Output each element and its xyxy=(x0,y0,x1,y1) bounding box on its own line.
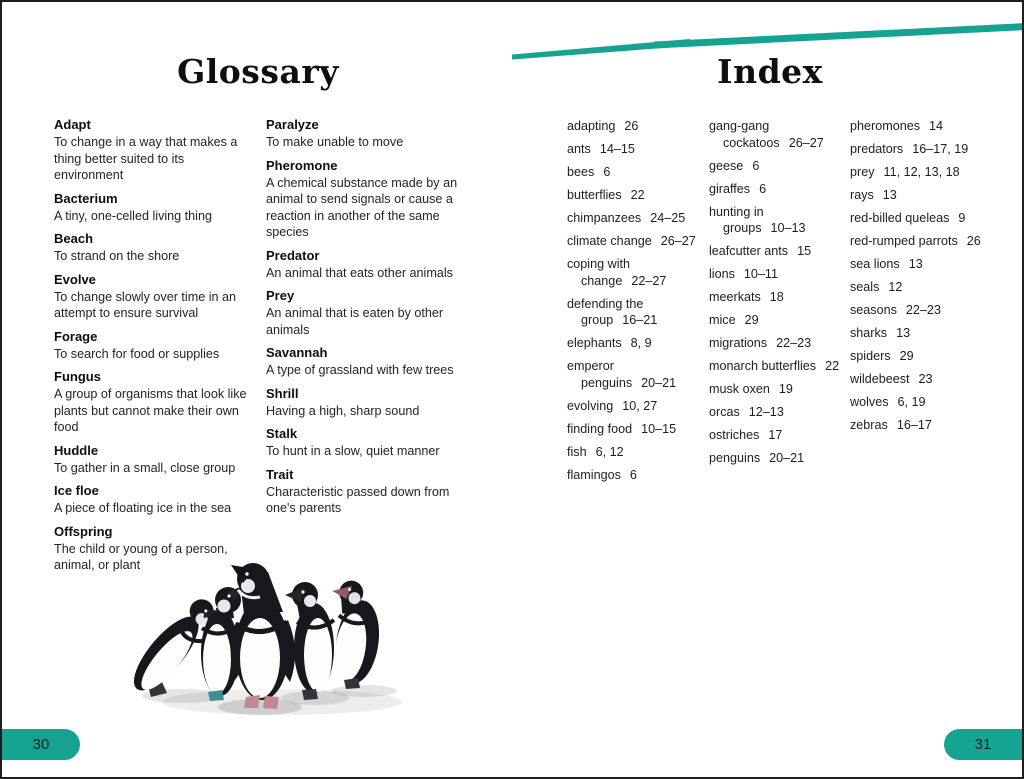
glossary-entry xyxy=(266,466,472,517)
index-entry-pages: 26 xyxy=(624,119,639,133)
glossary-definition: A group of organisms that look like plants but cannot make their own food xyxy=(54,387,247,434)
index-entry-pages: 10–15 xyxy=(641,421,677,436)
index-entry-pages: 22–23 xyxy=(905,303,941,317)
index-entry-pages: 22–27 xyxy=(631,273,667,288)
page-number-badge-right xyxy=(944,729,1022,760)
penguin-3 xyxy=(231,563,295,709)
index-entry xyxy=(850,279,996,296)
index-entry-name: sharks xyxy=(850,326,888,340)
index-entry-pages: 16–21 xyxy=(622,313,658,327)
index-entry xyxy=(850,210,996,227)
index-entry-pages: 10–13 xyxy=(770,221,806,235)
index-entry xyxy=(709,158,845,175)
index-entry-name: wolves xyxy=(850,395,889,409)
index-entry xyxy=(567,256,704,289)
index-entry xyxy=(709,289,845,306)
penguin-group-image xyxy=(132,550,432,722)
index-entry-pages: 6 xyxy=(629,467,637,482)
glossary-definition: The child or young of a person, animal, or plant xyxy=(54,541,228,572)
glossary-column-0 xyxy=(54,116,250,580)
glossary-definition: An animal that eats other animals xyxy=(266,265,453,280)
glossary-definition: To hunt in a slow, quiet manner xyxy=(266,444,440,458)
glossary-term: Trait xyxy=(266,466,294,482)
index-entry-name: lions xyxy=(709,267,735,281)
index-entry-name: red-rumped parrots xyxy=(850,234,958,248)
index-entry-name: seasons xyxy=(850,303,897,317)
index-entry-pages: 12–13 xyxy=(748,405,784,419)
index-entry xyxy=(850,394,996,411)
index-entry xyxy=(850,371,996,388)
index-entry xyxy=(850,141,996,158)
glossary-definition: To search for food or supplies xyxy=(54,346,220,361)
index-column-1 xyxy=(709,118,845,473)
index-entry-name: flamingos xyxy=(567,467,621,482)
index-entry-name: monarch butterflies xyxy=(709,359,817,373)
glossary-term: Beach xyxy=(54,231,94,246)
index-entry-name: leafcutter ants xyxy=(709,244,789,258)
index-entry-pages: 20–21 xyxy=(769,451,805,465)
index-entry-name: pheromones xyxy=(850,119,921,133)
index-entry-name: elephants xyxy=(567,336,622,350)
index-entry-pages: 11, 12, 13, 18 xyxy=(883,165,960,179)
index-entry-name: zebras xyxy=(850,418,888,432)
index-entry-pages: 22 xyxy=(825,359,840,373)
index-entry-pages: 9 xyxy=(958,211,966,225)
index-entry-pages: 26 xyxy=(966,234,981,248)
index-entry xyxy=(709,427,845,444)
index-entry-name: spiders xyxy=(850,349,891,363)
index-entry xyxy=(850,302,996,319)
index-entry xyxy=(850,256,996,273)
index-entry-name: chimpanzees xyxy=(567,211,642,225)
index-entry xyxy=(709,266,845,283)
index-entry xyxy=(567,164,704,181)
index-entry xyxy=(709,204,845,237)
index-entry-name: gang-gang cockatoos xyxy=(709,119,780,150)
glossary-term: Bacterium xyxy=(54,190,118,206)
glossary-term: Forage xyxy=(54,328,98,344)
index-entry xyxy=(567,141,704,158)
glossary-definition: To change slowly over time in an attempt to ensure survival xyxy=(54,289,236,320)
glossary-term: Pheromone xyxy=(266,157,338,173)
glossary-definition: An animal that is eaten by other animals xyxy=(266,306,444,337)
index-entry xyxy=(850,325,996,342)
index-entry-pages: 20–21 xyxy=(641,375,677,390)
index-entry xyxy=(567,118,704,135)
index-entry-pages: 13 xyxy=(908,257,923,271)
glossary-entry xyxy=(54,190,250,225)
glossary-entry xyxy=(54,442,250,477)
glossary-term: Evolve xyxy=(54,271,96,287)
glossary-term: Ice floe xyxy=(54,483,99,498)
index-entry-pages: 26–27 xyxy=(660,234,696,248)
index-entry-name: ostriches xyxy=(709,428,760,442)
index-entry-name: evolving xyxy=(567,398,614,413)
index-entry-name: adapting xyxy=(567,119,616,133)
glossary-entry xyxy=(54,482,250,517)
glossary-definition: To change in a way that makes a thing better suited to its environment xyxy=(54,135,238,182)
index-entry xyxy=(567,358,704,391)
index-entry xyxy=(567,467,704,484)
index-entry-pages: 13 xyxy=(896,326,911,340)
index-entry-name: red-billed queleas xyxy=(850,211,950,225)
index-entry-pages: 10, 27 xyxy=(622,398,658,413)
index-entry-name: wildebeest xyxy=(850,372,910,386)
index-entry-pages: 12 xyxy=(888,280,903,294)
index-entry-name: penguins xyxy=(709,451,761,465)
glossary-definition: To make unable to move xyxy=(266,135,404,149)
index-entry-name: finding food xyxy=(567,421,633,436)
index-entry-pages: 14–15 xyxy=(599,142,635,156)
index-entry xyxy=(850,348,996,365)
glossary-definition: Characteristic passed down from one's parents xyxy=(266,484,450,515)
index-entry xyxy=(709,381,845,398)
index-entry-pages: 6 xyxy=(759,181,767,196)
index-entry-pages: 29 xyxy=(899,349,914,363)
index-entry-name: emperor penguins xyxy=(567,359,633,390)
index-entry-name: rays xyxy=(850,188,874,202)
index-entry-pages: 19 xyxy=(778,382,793,396)
index-entry-name: giraffes xyxy=(709,181,751,196)
index-entry-pages: 22–23 xyxy=(776,336,812,350)
index-entry-pages: 10–11 xyxy=(743,267,778,281)
index-entry xyxy=(709,312,845,329)
glossary-term: Offspring xyxy=(54,523,113,539)
glossary-entry xyxy=(266,344,472,379)
glossary-title: Glossary xyxy=(177,52,339,91)
page-number-badge-left xyxy=(2,729,80,760)
index-entry-pages: 17 xyxy=(768,428,783,442)
index-entry-name: orcas xyxy=(709,405,740,419)
index-entry xyxy=(567,421,704,438)
glossary-term: Paralyze xyxy=(266,117,319,132)
index-entry-pages: 14 xyxy=(929,119,944,133)
glossary-definition: A type of grassland with few trees xyxy=(266,363,454,377)
index-entry xyxy=(850,118,996,135)
index-entry-name: fish xyxy=(567,444,587,459)
glossary-entry xyxy=(54,328,250,363)
glossary-definition: A tiny, one-celled living thing xyxy=(54,208,212,223)
index-entry xyxy=(567,233,704,250)
glossary-entry xyxy=(54,368,250,436)
index-entry xyxy=(567,210,704,227)
index-entry xyxy=(567,335,704,352)
glossary-term: Prey xyxy=(266,288,295,303)
index-entry-name: predators xyxy=(850,142,904,156)
glossary-entry xyxy=(54,271,250,322)
index-entry-pages: 23 xyxy=(918,372,933,386)
index-entry xyxy=(850,187,996,204)
glossary-column-1 xyxy=(266,116,472,523)
index-entry xyxy=(567,398,704,415)
page-number-left: 30 xyxy=(32,736,50,753)
glossary-entry xyxy=(266,116,472,151)
index-entry xyxy=(709,118,845,151)
index-entry xyxy=(709,358,845,375)
glossary-definition: A piece of floating ice in the sea xyxy=(54,501,232,515)
index-entry-pages: 15 xyxy=(797,244,812,258)
index-entry-name: meerkats xyxy=(709,290,761,304)
index-entry-pages: 18 xyxy=(769,290,784,304)
index-entry xyxy=(709,404,845,421)
index-entry-pages: 6 xyxy=(603,165,611,179)
index-entry xyxy=(850,233,996,250)
glossary-term: Huddle xyxy=(54,442,99,458)
index-entry-name: hunting in groups xyxy=(709,204,764,235)
index-column-2 xyxy=(850,118,996,440)
index-entry-name: butterflies xyxy=(567,188,622,202)
glossary-definition: To gather in a small, close group xyxy=(54,460,236,475)
index-entry xyxy=(850,164,996,181)
index-entry xyxy=(709,181,845,198)
index-entry-pages: 6, 19 xyxy=(897,395,926,409)
glossary-entry xyxy=(266,157,472,241)
glossary-definition: To strand on the shore xyxy=(54,249,180,263)
index-entry-name: defending the group xyxy=(567,296,644,327)
index-entry xyxy=(567,444,704,461)
index-column-0 xyxy=(567,118,704,490)
glossary-term: Fungus xyxy=(54,369,101,384)
index-entry-pages: 22 xyxy=(630,188,645,202)
index-entry-name: sea lions xyxy=(850,257,900,271)
index-entry-pages: 6, 12 xyxy=(595,444,624,459)
glossary-definition: Having a high, sharp sound xyxy=(266,403,420,418)
index-entry-pages: 8, 9 xyxy=(630,336,652,350)
index-entry xyxy=(567,187,704,204)
glossary-definition: A chemical substance made by an animal to send signals or cause a reaction in another of the same species xyxy=(266,175,458,239)
glossary-term: Stalk xyxy=(266,426,298,441)
glossary-entry xyxy=(266,425,472,460)
index-entry-pages: 24–25 xyxy=(650,211,686,225)
index-entry xyxy=(567,296,704,329)
glossary-entry xyxy=(266,287,472,338)
glossary-term: Predator xyxy=(266,247,320,263)
index-entry-name: climate change xyxy=(567,234,652,248)
index-entry-pages: 16–17, 19 xyxy=(912,142,969,156)
glossary-entry xyxy=(266,385,472,420)
glossary-entry xyxy=(54,230,250,265)
index-entry xyxy=(709,450,845,467)
page-number-right: 31 xyxy=(974,736,992,753)
index-entry-name: ants xyxy=(567,142,591,156)
index-entry-pages: 6 xyxy=(752,158,760,173)
index-entry-name: mice xyxy=(709,313,736,327)
index-entry-name: prey xyxy=(850,165,875,179)
index-entry-name: bees xyxy=(567,165,595,179)
index-entry-name: coping with change xyxy=(567,257,631,288)
index-entry xyxy=(709,243,845,260)
index-entry-name: musk oxen xyxy=(709,382,770,396)
index-title: Index xyxy=(717,52,823,91)
index-entry xyxy=(850,417,996,434)
glossary-term: Adapt xyxy=(54,117,91,132)
index-entry xyxy=(709,335,845,352)
glossary-term: Shrill xyxy=(266,385,299,401)
index-entry-name: seals xyxy=(850,280,880,294)
glossary-entry xyxy=(266,247,472,282)
index-entry-pages: 26–27 xyxy=(788,135,824,150)
index-entry-pages: 16–17 xyxy=(896,418,932,432)
index-entry-name: migrations xyxy=(709,336,768,350)
glossary-entry xyxy=(54,116,250,184)
index-entry-pages: 29 xyxy=(744,313,759,327)
index-entry-pages: 13 xyxy=(882,188,897,202)
index-entry-name: geese xyxy=(709,158,744,173)
glossary-term: Savannah xyxy=(266,345,328,360)
